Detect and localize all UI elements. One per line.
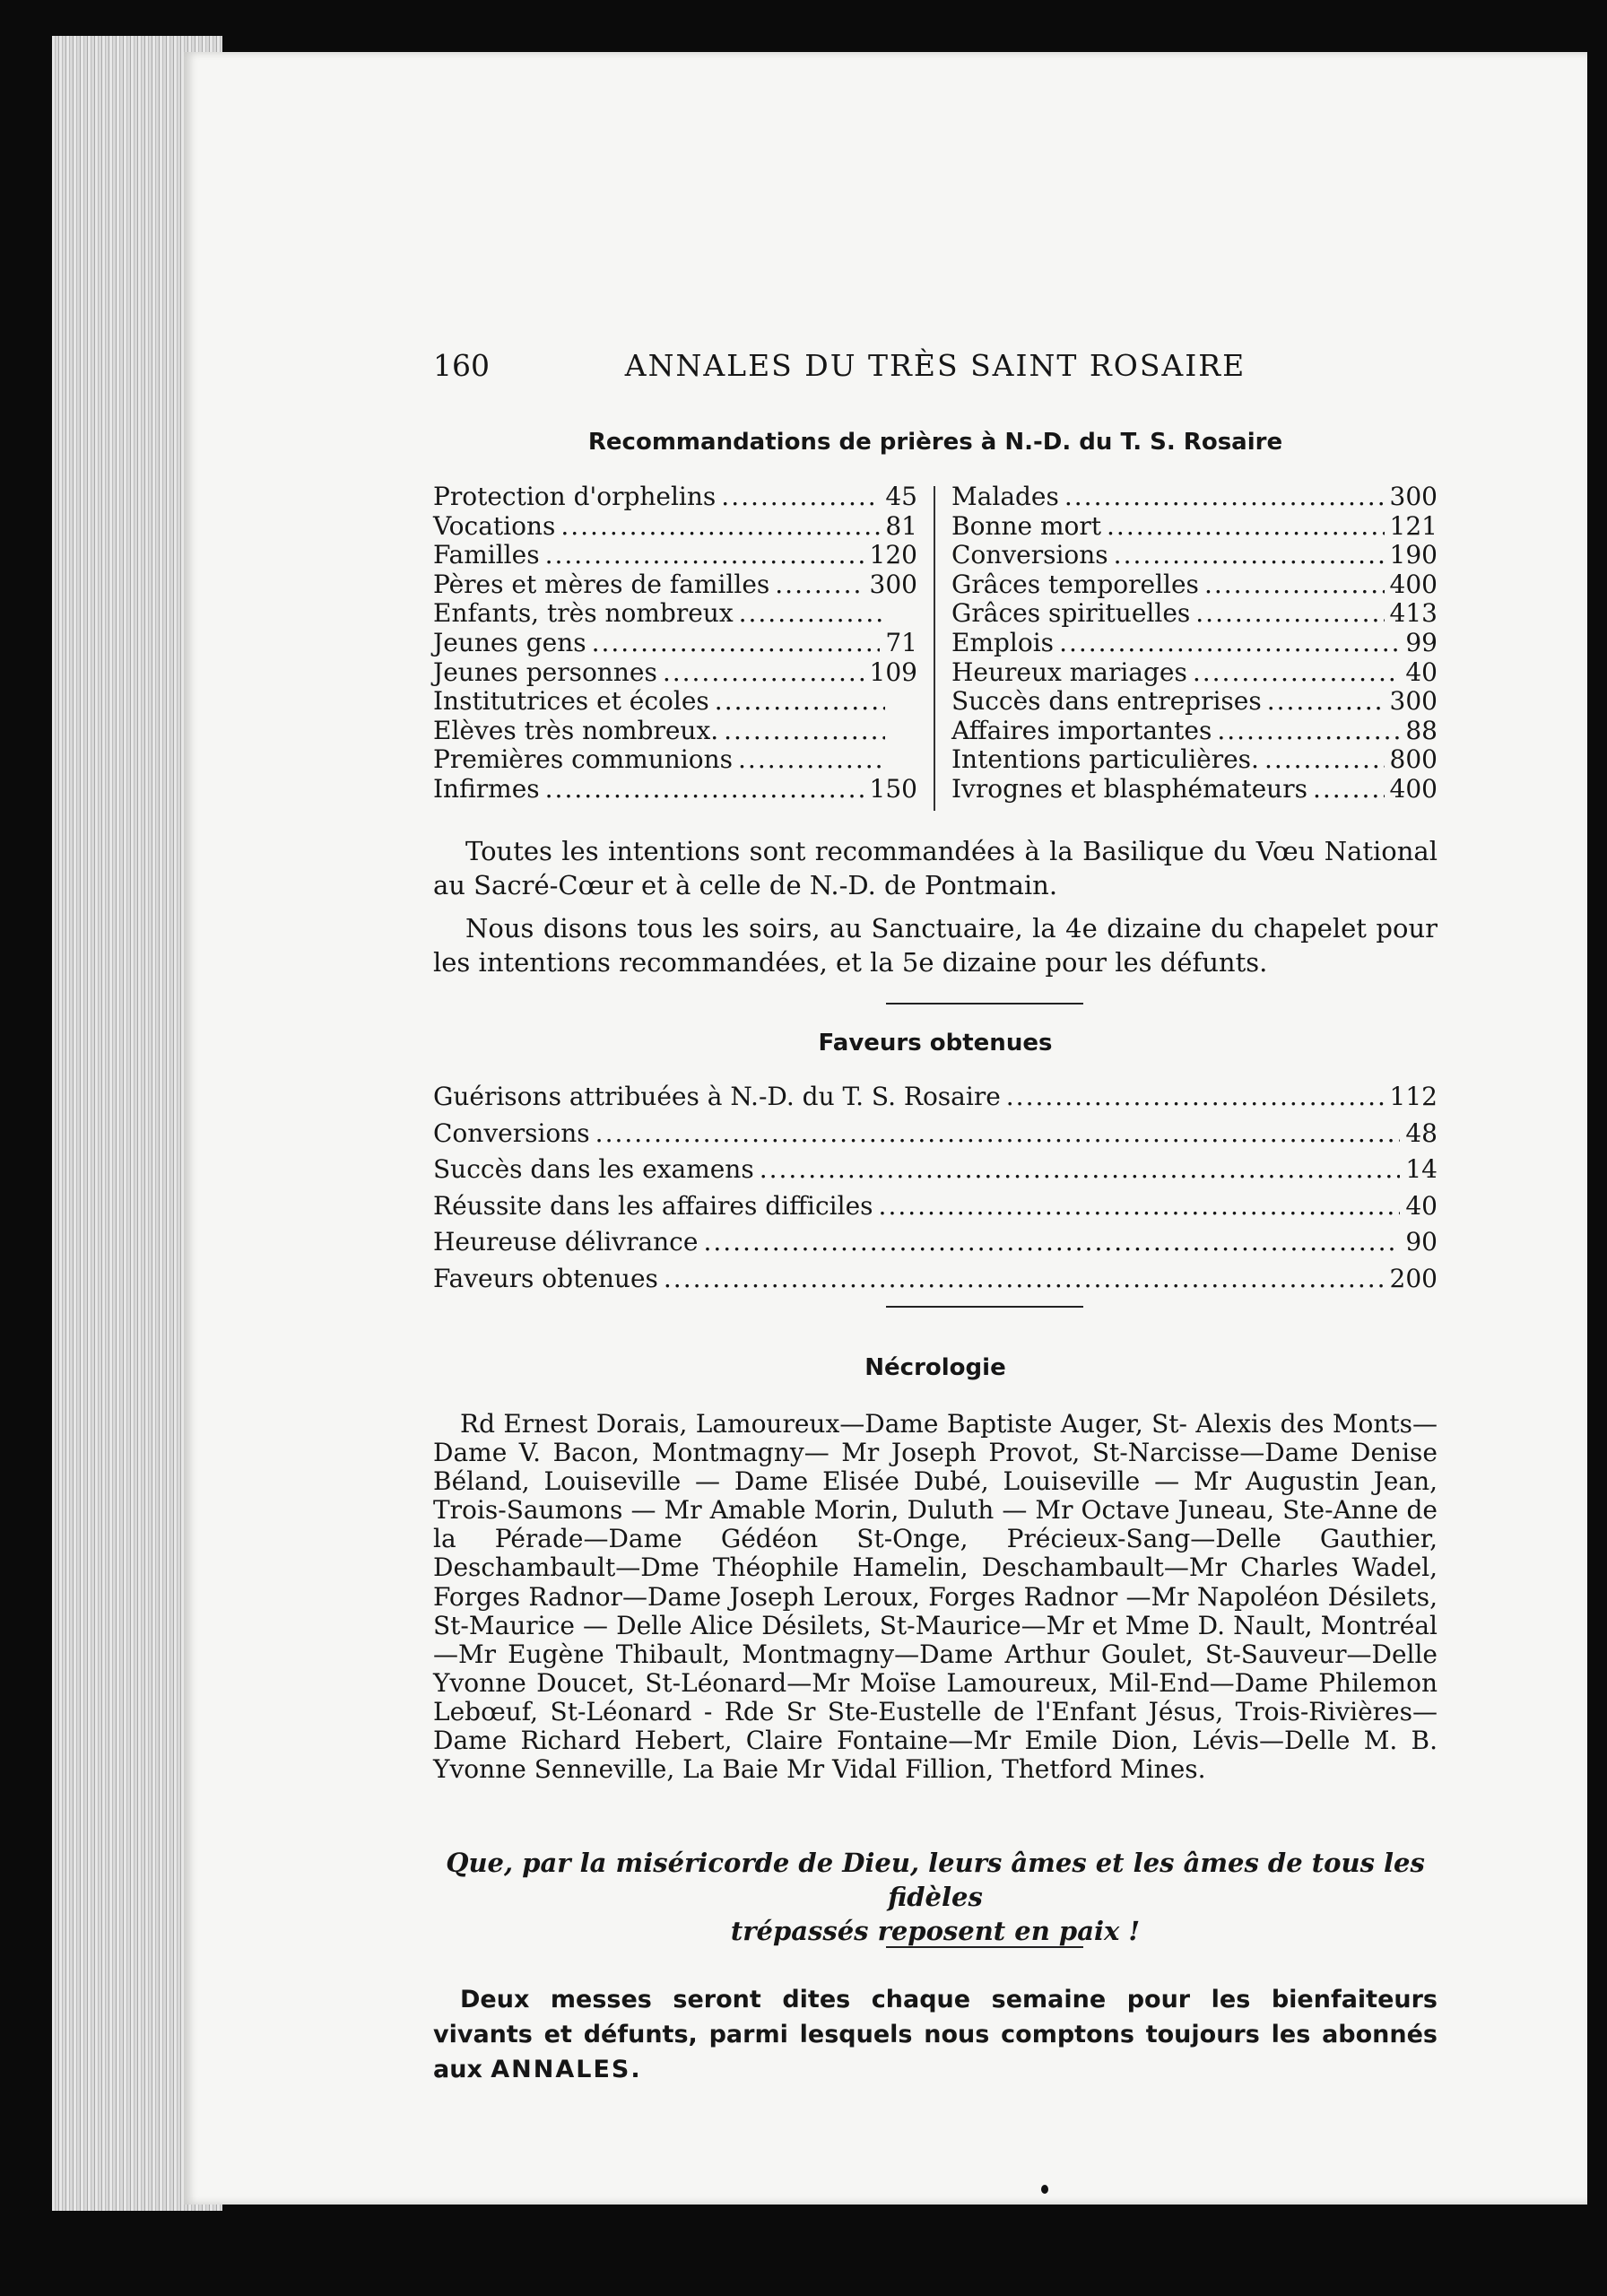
item-label: Heureux mariages [951, 657, 1187, 687]
list-item [951, 629, 1438, 658]
faveurs-list [433, 1082, 1438, 1300]
item-label: Réussite dans les affaires difficiles [433, 1190, 873, 1221]
item-label: Elèves très nombreux. [433, 715, 719, 745]
leader-dots [1267, 687, 1385, 717]
item-count: 88 [1405, 715, 1438, 745]
recommandations-right-column [951, 483, 1438, 804]
list-item [951, 570, 1438, 600]
leader-dots [760, 1154, 1401, 1184]
item-label: Enfants, très nombreux [433, 598, 734, 629]
item-label: Jeunes personnes [433, 657, 657, 687]
item-count: 81 [885, 510, 917, 541]
list-item [433, 570, 917, 600]
item-label: Vocations [433, 510, 556, 541]
item-count: 400 [1389, 773, 1438, 804]
leader-dots [739, 599, 885, 629]
leader-dots [775, 570, 864, 600]
running-head [433, 348, 1438, 393]
necrologie-title: Nécrologie [864, 1354, 1006, 1381]
list-item [951, 512, 1438, 542]
list-item [433, 1154, 1438, 1191]
item-count: 71 [885, 627, 917, 657]
list-item [951, 687, 1438, 717]
closing-notice [433, 1982, 1438, 2087]
item-label: Conversions [433, 1118, 590, 1148]
item-count: 300 [1389, 482, 1438, 511]
list-item [951, 745, 1438, 775]
leader-dots [1195, 599, 1384, 629]
item-count: 300 [1389, 686, 1438, 717]
leader-dots [1064, 483, 1385, 512]
item-label: Pères et mères de familles [433, 569, 770, 599]
list-item [951, 658, 1438, 688]
leader-dots [1193, 658, 1401, 688]
item-label: Grâces spirituelles [951, 598, 1191, 629]
item-count: 112 [1389, 1082, 1438, 1111]
list-item [951, 599, 1438, 629]
item-count: 120 [869, 540, 917, 570]
journal-title: ANNALES DU TRÈS SAINT ROSAIRE [624, 348, 1247, 383]
item-count: 40 [1405, 657, 1438, 687]
leader-dots [1217, 717, 1400, 746]
leader-dots [1059, 629, 1400, 658]
list-item [433, 1227, 1438, 1264]
item-count: 300 [869, 569, 917, 599]
item-count: 413 [1389, 598, 1438, 629]
item-count: 190 [1389, 540, 1438, 570]
item-count: 40 [1405, 1190, 1438, 1221]
list-item [951, 541, 1438, 570]
item-count: 150 [869, 773, 917, 804]
list-item [433, 1191, 1438, 1228]
leader-dots [664, 1264, 1385, 1293]
item-label: Heureuse délivrance [433, 1227, 699, 1257]
leader-dots [721, 483, 880, 512]
item-label: Protection d'orphelins [433, 482, 717, 511]
list-item [433, 717, 917, 746]
item-label: Succès dans entreprises [951, 686, 1262, 717]
leader-dots [545, 541, 864, 570]
leader-dots [595, 1118, 1401, 1148]
item-label: Faveurs obtenues [433, 1263, 658, 1293]
annales-word: ANNALES [491, 2056, 631, 2083]
list-item [951, 483, 1438, 512]
leader-dots [1264, 745, 1385, 775]
item-count: 90 [1405, 1227, 1438, 1257]
leader-dots [1313, 775, 1385, 804]
list-item [433, 775, 917, 804]
prayer-text [433, 1846, 1438, 1948]
item-count: 14 [1405, 1154, 1438, 1184]
prayer-line: trépassés reposent en paix ! [730, 1916, 1141, 1946]
leader-dots [1107, 512, 1385, 542]
item-label: Guérisons attribuées à N.-D. du T. S. Rosaire [433, 1082, 1001, 1111]
prayer-line: Que, par la miséricorde de Dieu, leurs âmes et les âmes de tous les fidèles [446, 1848, 1425, 1912]
item-label: Premières communions [433, 744, 734, 775]
list-item [433, 541, 917, 570]
item-count: 400 [1389, 569, 1438, 599]
dizaine-paragraph: Nous disons tous les soirs, au Sanctuaire, la 4e dizaine du chapelet pour les intentions recommandées, et la 5e dizaine pour les défunts. [433, 913, 1438, 978]
item-label: Ivrognes et blasphémateurs [951, 773, 1307, 804]
closing-text: Deux messes seront dites chaque semaine pour les bienfaiteurs vivants et défunts, parmi lesquels nous comptons toujours les abonnés aux [433, 1986, 1438, 2083]
item-label: Bonne mort [951, 510, 1102, 541]
leader-dots [879, 1191, 1401, 1221]
item-label: Malades [951, 482, 1059, 511]
item-label: Intentions particulières. [951, 744, 1259, 775]
list-item [433, 629, 917, 658]
item-count: 99 [1405, 627, 1438, 657]
item-count: 45 [885, 482, 917, 511]
section-rule [886, 1306, 1083, 1308]
leader-dots [560, 512, 880, 542]
item-label: Conversions [951, 540, 1108, 570]
item-label: Infirmes [433, 773, 540, 804]
item-count: 121 [1389, 510, 1438, 541]
page-number: 160 [433, 348, 490, 383]
leader-dots [1114, 541, 1385, 570]
intentions-paragraph: Toutes les intentions sont recommandées à la Basilique du Vœu National au Sacré-Cœur et à celle de N.-D. de Pontmain. [433, 836, 1438, 900]
item-count: 800 [1389, 744, 1438, 775]
item-count: 48 [1405, 1118, 1438, 1148]
list-item [951, 775, 1438, 804]
list-item [951, 717, 1438, 746]
item-label: Institutrices et écoles [433, 686, 709, 717]
item-label: Jeunes gens [433, 627, 586, 657]
item-label: Affaires importantes [951, 715, 1212, 745]
leader-dots [703, 1227, 1400, 1257]
list-item [433, 512, 917, 542]
item-label: Succès dans les examens [433, 1154, 754, 1184]
column-divider [934, 486, 935, 811]
leader-dots [738, 745, 885, 775]
necrologie-text: Rd Ernest Dorais, Lamoureux—Dame Baptiste Auger, St- Alexis des Monts—Dame V. Bacon, Montmagny— Mr Joseph Provot, St-Narcisse—Dame Denise Béland, Louiseville — Dame Elisée Dubé, Louiseville — Mr Augustin Jean, Trois-Saumons — Mr Amable Morin, Duluth — Mr Octave Juneau, Ste-Anne de la Pérade—Dame Gédéon St-Onge, Précieux-Sang—Delle Gauthier, Deschambault—Dme Théophile Hamelin, Deschambault—Mr Charles Wadel, Forges Radnor—Dame Joseph Leroux, Forges Radnor —Mr Napoléon Désilets, St-Maurice — Delle Alice Désilets, St-Maurice—Mr et Mme D. Nault, Montréal—Mr Eugène Thibault, Montmagny—Dame Arthur Goulet, St-Sauveur—Delle Yvonne Doucet, St-Léonard—Mr Moïse Lamoureux, Mil-End—Dame Philemon Lebœuf, St-Léonard - Rde Sr Ste-Eustelle de l'Enfant Jésus, Trois-Rivières—Dame Richard Hebert, Claire Fontaine—Mr Emile Dion, Lévis—Delle M. B. Yvonne Senneville, La Baie Mr Vidal Fillion, Thetford Mines. [433, 1409, 1438, 1785]
list-item [433, 1264, 1438, 1300]
leader-dots [724, 717, 885, 746]
leader-dots [1006, 1082, 1385, 1111]
leader-dots [663, 658, 864, 688]
section-rule [886, 1003, 1083, 1004]
leader-dots [592, 629, 881, 658]
recommandations-left-column [433, 483, 917, 804]
leader-dots [715, 687, 885, 717]
list-item [433, 687, 917, 717]
list-item [433, 745, 917, 775]
list-item [433, 1118, 1438, 1155]
leader-dots [545, 775, 864, 804]
closing-period: . [630, 2056, 640, 2083]
list-item [433, 1082, 1438, 1118]
item-label: Emplois [951, 627, 1055, 657]
item-label: Familles [433, 540, 540, 570]
item-count: 109 [869, 657, 917, 687]
list-item [433, 658, 917, 688]
recommandations-title: Recommandations de prières à N.-D. du T. S. Rosaire [587, 429, 1283, 456]
item-label: Grâces temporelles [951, 569, 1199, 599]
print-speck [1041, 2185, 1048, 2194]
faveurs-title: Faveurs obtenues [818, 1030, 1053, 1057]
leader-dots [1204, 570, 1385, 600]
section-rule [886, 1946, 1083, 1948]
item-count: 200 [1389, 1263, 1438, 1293]
list-item [433, 599, 917, 629]
book-page [184, 52, 1587, 2205]
list-item [433, 483, 917, 512]
